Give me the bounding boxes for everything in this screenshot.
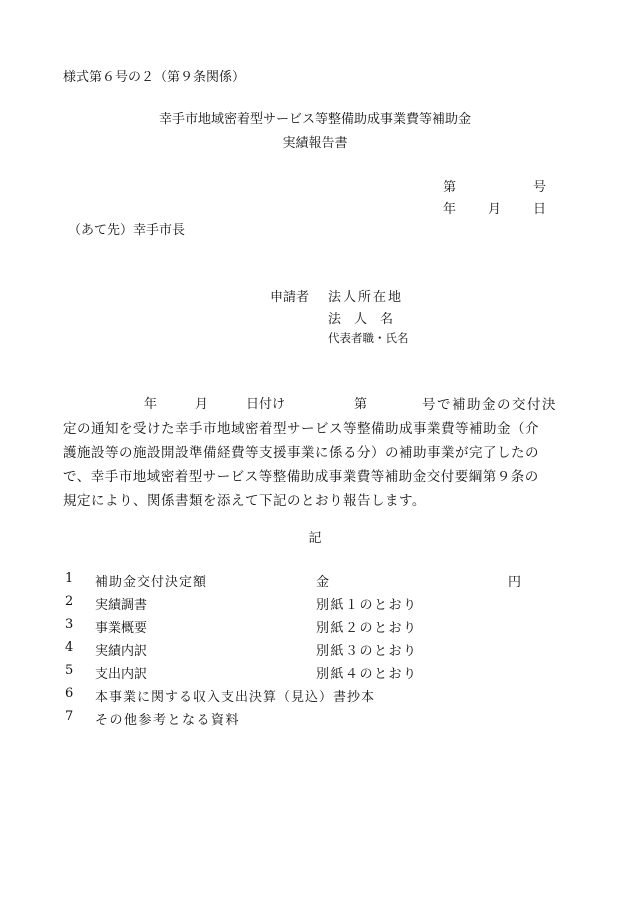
body-dai: 第 (354, 397, 368, 412)
addressee: （あて先）幸手市長 (68, 223, 186, 238)
item-4-number: 4 (65, 640, 74, 655)
item-6-number: 6 (65, 686, 74, 701)
item-1-value: 金 (316, 575, 330, 590)
item-1-unit: 円 (508, 575, 522, 590)
item-2-number: 2 (65, 594, 74, 609)
body-line-5: 規定により、関係書類を添えて下記のとおり報告します。 (63, 493, 426, 509)
body-go-rest: 号で補助金の交付決 (422, 397, 557, 413)
item-2-value: 別紙１のとおり (316, 598, 418, 613)
date-month: 月 (488, 202, 502, 217)
item-4-value: 別紙３のとおり (316, 644, 418, 659)
item-3-number: 3 (65, 617, 74, 632)
item-5-number: 5 (65, 663, 74, 678)
form-number: 様式第６号の２（第９条関係） (63, 70, 246, 85)
body-day-dated: 日付け (246, 397, 286, 412)
item-6-label: 本事業に関する収入支出決算（見込）書抄本 (95, 690, 376, 705)
body-line-2: 定の通知を受けた幸手市地域密着型サービス等整備助成事業費等補助金（介 (63, 421, 539, 437)
applicant-name-label: 法 人 名 (328, 312, 394, 327)
date-year: 年 (443, 202, 457, 217)
item-1-number: 1 (65, 571, 74, 586)
ref-go: 号 (533, 180, 547, 195)
applicant-role: 申請者 (270, 290, 310, 305)
item-7-label: その他参考となる資料 (95, 713, 241, 728)
representative-label: 代表者職・氏名 (328, 331, 409, 345)
title-line-2: 実績報告書 (282, 136, 348, 151)
item-4-label: 実績内訳 (95, 644, 148, 659)
body-year: 年 (144, 397, 158, 412)
body-line-4: で、幸手市地域密着型サービス等整備助成事業費等補助金交付要綱第９条の (63, 469, 539, 485)
item-7-number: 7 (65, 709, 74, 724)
item-5-label: 支出内訳 (95, 667, 148, 682)
body-month: 月 (195, 397, 209, 412)
item-1-label: 補助金交付決定額 (95, 575, 208, 590)
ref-dai: 第 (443, 180, 457, 195)
body-line-3: 護施設等の施設開設準備経費等支援事業に係る分）の補助事業が完了したの (63, 445, 539, 461)
title-line-1: 幸手市地域密着型サービス等整備助成事業費等補助金 (158, 112, 471, 127)
item-5-value: 別紙４のとおり (316, 667, 418, 682)
item-3-value: 別紙２のとおり (316, 621, 418, 636)
item-2-label: 実績調書 (95, 598, 148, 613)
ki-heading: 記 (308, 531, 322, 546)
date-day: 日 (533, 202, 547, 217)
applicant-address-label: 法人所在地 (328, 290, 404, 305)
item-3-label: 事業概要 (95, 621, 148, 636)
